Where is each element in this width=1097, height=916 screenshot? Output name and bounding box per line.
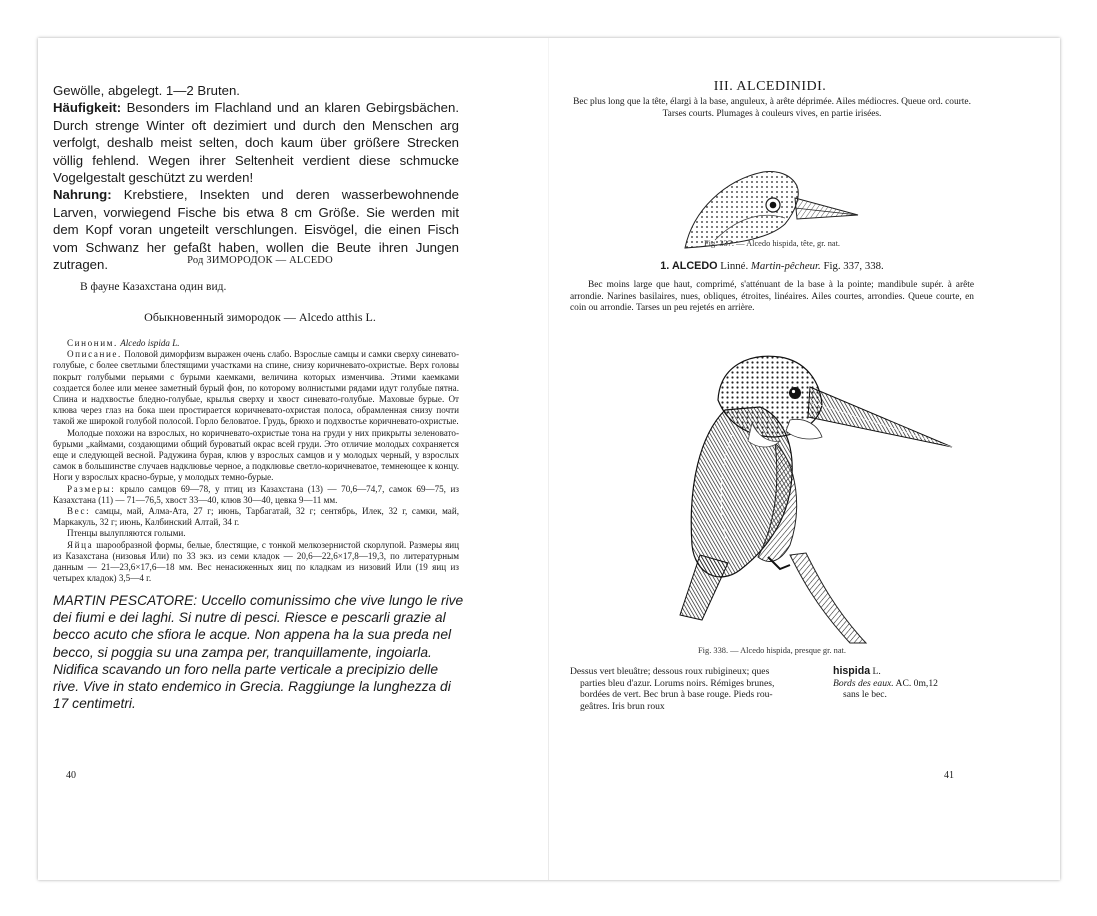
ru-eggs [53, 540, 459, 585]
genus-name: ALCEDO [671, 260, 718, 272]
genus-common-name: Martin-pêcheur. [750, 260, 821, 272]
nahrung-label: Nahrung: [53, 187, 112, 203]
ru-description-text: Половой диморфизм выражен очень слабо. Взрослые самцы и самки сверху синевато-голубые, с более светлыми блестящими участками на спине, снизу коричневато-охристые. Верх головы покрыт голубыми перьями с бурыми каемками, величина которых изменчива. Этими каемками создается более или менее заметный бурый фон, по которому волнистыми рядами идут голубые пятна. Спина и надхвостье бледно-голубые, крылья сверху и хвост синевато-голубые. Маховые бурые. От клюва через глаз на бока шеи простирается коричневато-охристая полоса, обрамленная снизу почти такой же широкой голубой полосой. Горло беловатое. Грудь, брюхо и подхвостье коричневато-охристые. [53, 349, 460, 427]
genus-heading [570, 260, 974, 272]
size-note: sans le bec. [843, 689, 887, 701]
russian-genus-heading: Род ЗИМОРОДОК — ALCEDO [187, 255, 333, 266]
genus-figures: Fig. 337, 338. [823, 260, 884, 272]
size-text: AC. 0m,12 [895, 677, 938, 689]
genus-author: Linné. [720, 260, 749, 272]
kingfisher-head-illustration [645, 140, 860, 252]
ru-juveniles: Молодые похожи на взрослых, но коричневато-охристые тона на груди у них прикрыты зеленовато-бурыми „каймами, создающими общий буроватый окрас всей груди. Это отличие молодых сохраняется еще и следующей весной. Радужина бурая, клюв у взрослых самцов и у молодых черный, у взрослых самок в большинстве случаев надклювье черное, а подклювье светло-коричневатое, темнеющее к концу. Ноги у взрослых красно-бурые, у молодых темно-бурые. [53, 427, 459, 483]
species-name-column [833, 666, 973, 701]
ru-description-label: Описание. [67, 349, 122, 360]
ru-synonym-label: Синоним. [67, 338, 118, 348]
german-text-block [53, 82, 459, 273]
plumage-line-4: geâtres. Iris brun roux [580, 700, 665, 712]
ru-synonym [53, 338, 459, 349]
ru-description [53, 349, 459, 427]
plumage-line-1: Dessus vert bleuâtre; dessous roux rubigineux; ques [570, 666, 770, 677]
russian-description [53, 338, 459, 584]
plumage-line-3: bordées de vert. Bec brun à base rouge. Pieds rou- [580, 689, 773, 701]
ru-weight-label: Вес: [67, 506, 91, 517]
ru-chicks: Птенцы вылупляются голыми. [67, 528, 186, 539]
haeufigkeit-text: Besonders im Flachland und an klaren Gebirgsbächen. Durch strenge Winter oft dezimiert und durch den Menschen arg verfolgt, deshalb meist selten, doch kaum über größere Strecken völlig fehlend. Wegen ihrer Seltenheit verdient diese schmucke Vogelgestalt geschützt zu werden! [53, 100, 459, 186]
ru-synonym-text: Alcedo ispida L. [120, 338, 180, 348]
kingfisher-perched-illustration [640, 325, 960, 645]
plumage-line-2: parties bleu d'azur. Lorums noirs. Rémiges brunes, [580, 677, 775, 689]
haeufigkeit-label: Häufigkeit: [53, 100, 122, 116]
german-haeufigkeit [53, 99, 459, 186]
family-title: III. ALCEDINIDI. [713, 79, 827, 94]
fig338-caption: Fig. 338. — Alcedo hispida, presque gr. nat. [698, 646, 846, 655]
german-line-bruten: Gewölle, abgelegt. 1—2 Bruten. [53, 83, 240, 98]
family-intro: Bec plus long que la tête, élargi à la base, anguleux, à arête déprimée. Ailes médiocres. Queue ord. courte. Tarses courts. Plumages à couleurs vives, en partie irisées. [573, 97, 971, 119]
fig337-caption: Fig. 337. — Alcedo hispida, tête, gr. nat. [703, 239, 841, 248]
species-author: L. [872, 666, 881, 677]
page-number-left: 40 [66, 770, 76, 781]
ru-eggs-label: Яйца [67, 539, 94, 550]
russian-fauna-note: В фауне Казахстана один вид. [80, 281, 227, 293]
genus-description [570, 280, 974, 315]
russian-species-heading: Обыкновенный зимородок — Alcedo atthis L. [144, 310, 376, 324]
ru-sizes-label: Размеры: [67, 483, 116, 494]
ru-weight [53, 506, 459, 528]
ru-weight-text: самцы, май, Алма-Ата, 27 г; июнь, Тарбагатай, 32 г; сентябрь, Илек, 32 г, самки, май, Маркакуль, 32 г; июнь, Калбинский Алтай, 34 г. [53, 506, 459, 528]
habitat-text: Bords des eaux. [833, 677, 894, 689]
genus-number: 1. [660, 260, 670, 272]
nahrung-text: Krebstiere, Insekten und deren wasserbewohnende Larven, vorwiegend Fische bis etwa 8 cm Größe. Sie werden mit dem Kopf voran ungeteilt verschlungen. Eisvögel, die einen Fisch vom Schwanz her gefaßt haben, wollen die Beute ihren Jungen zutragen. [53, 187, 460, 273]
ru-sizes-text: крыло самцов 69—78, у птиц из Казахстана (13) — 70,6—74,7, самок 69—75, из Казахстана (11) — 71—76,5, хвост 33—40, клюв 30—40, цевка 9—11 мм. [53, 483, 459, 505]
ru-eggs-text: шарообразной формы, белые, блестящие, с тонкой мелкозернистой скорлупой. Размеры яиц из Казахстана (низовья Или) по 33 экз. из семи кладок — 20,6—22,6×17,8—19,3, по литературным данным — 21—23,6×17,6—18 мм. Вес ненасиженных яиц по кладкам из низовий Или (19 яиц из четырех кладок) 3,5—4 г. [53, 539, 459, 584]
species-name [833, 666, 973, 678]
species-habitat [833, 678, 973, 690]
genus-description-text: Bec moins large que haut, comprimé, s'atténuant de la base à la pointe; mandibule supér. à arête arrondie. Narines basilaires, nues, obliques, étroites, linéaires. Ailes courtes, arrondies. Queue courte, en coin ou arrondie. Tarses un peu rejetés en arrière. [570, 280, 974, 314]
species-plumage-column [570, 666, 822, 712]
italian-text: MARTIN PESCATORE: Uccello comunissimo che vive lungo le rive dei fiumi e dei laghi. Si nutre di pesci. Riesce e pescarli grazie al becco acuto che sfiora le acque. Non appena ha la sua preda nel becco, si poggia su una zampa per, tranquillamente, ingoiarla. Nidifica scavando un foro nella parte verticale a precipizio delle rive. Vive in stato endemico in Grecia. Raggiunge la lunghezza di 17 centimetri. [53, 593, 464, 712]
page-number-right: 41 [944, 770, 954, 781]
ru-sizes [53, 484, 459, 506]
species-epithet: hispida [833, 665, 871, 677]
italian-text-block [53, 592, 465, 712]
